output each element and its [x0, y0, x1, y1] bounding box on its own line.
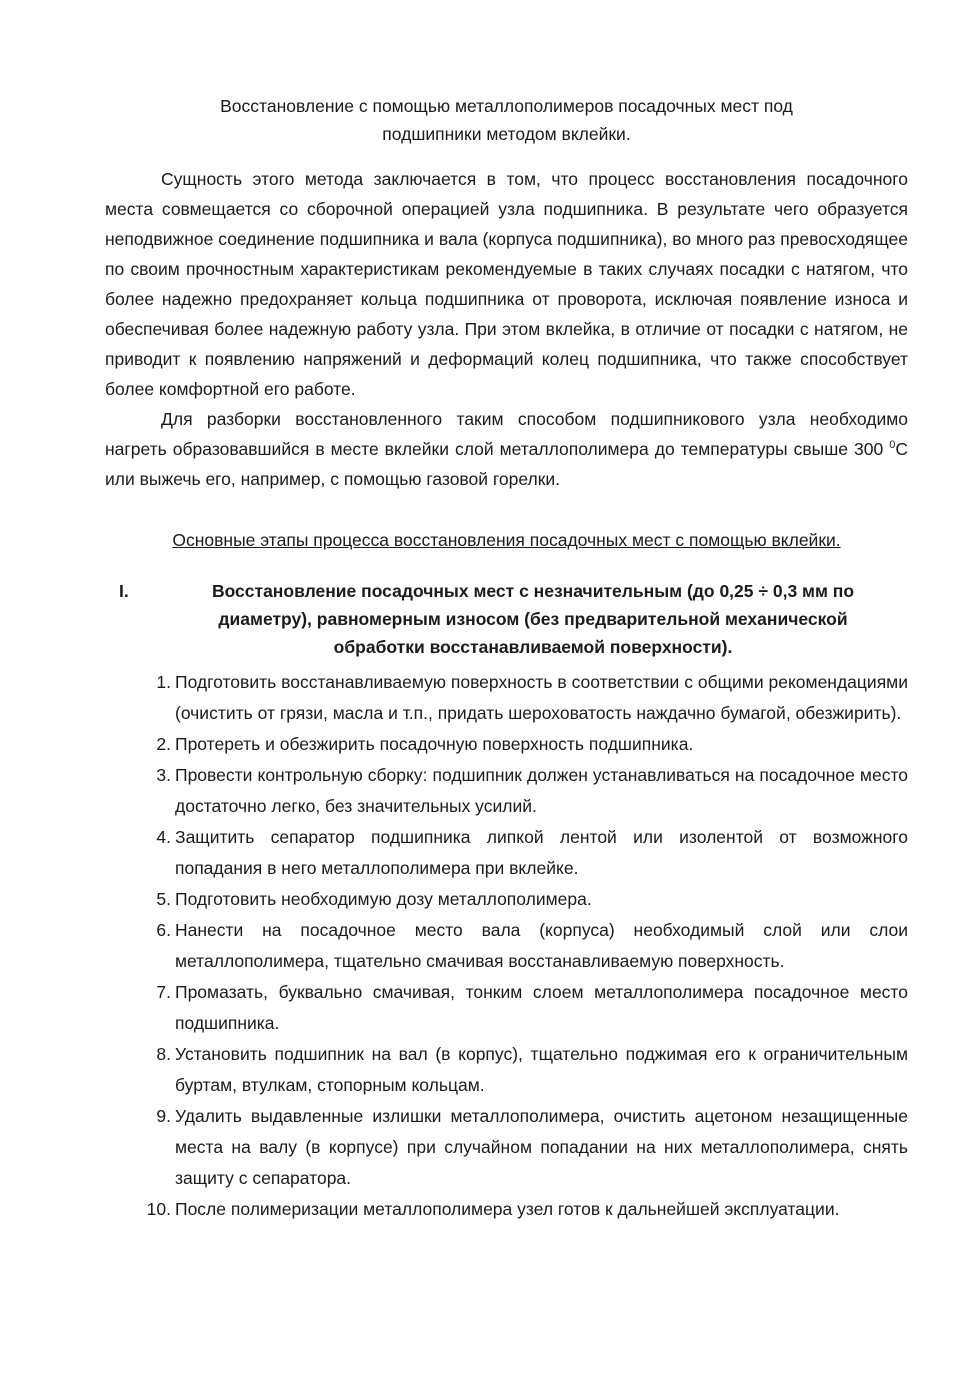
list-item-text: Защитить сепаратор подшипника липкой лентой или изолентой от возможного попадания в него металлополимера при вклейке.	[175, 827, 908, 878]
list-item-number: 5.	[156, 889, 171, 909]
list-item-number: 7.	[156, 982, 171, 1002]
document-content	[105, 92, 908, 1225]
list-item	[105, 884, 908, 915]
list-item	[105, 977, 908, 1039]
list-item-text: Подготовить восстанавливаемую поверхность в соответствии с общими рекомендациями (очистить от грязи, масла и т.п., придать шероховатость наждачно бумагой, обезжирить).	[175, 672, 908, 723]
list-item	[105, 1039, 908, 1101]
section-1-roman-numeral: I.	[119, 581, 129, 601]
list-item-text: Установить подшипник на вал (в корпус), тщательно поджимая его к ограничительным буртам, втулкам, стопорным кольцам.	[175, 1044, 908, 1095]
list-item-text: Провести контрольную сборку: подшипник должен устанавливаться на посадочное место достаточно легко, без значительных усилий.	[175, 765, 908, 816]
procedure-steps-list	[105, 667, 908, 1225]
stages-heading: Основные этапы процесса восстановления посадочных мест с помощью вклейки.	[172, 530, 841, 550]
list-item-number: 8.	[156, 1044, 171, 1064]
section-1-heading	[105, 577, 908, 661]
list-item-text: Подготовить необходимую дозу металлополимера.	[175, 889, 592, 909]
document-title-line-2: подшипники методом вклейки.	[382, 124, 631, 144]
list-item	[105, 822, 908, 884]
paragraph-disassembly	[105, 404, 908, 494]
list-item-number: 6.	[156, 920, 171, 940]
section-1-heading-text: Восстановление посадочных мест с незначительным (до 0,25 ÷ 0,3 мм по диаметру), равномерным износом (без предварительной механической обработки восстанавливаемой поверхности).	[211, 581, 855, 657]
list-item-text: Нанести на посадочное место вала (корпуса) необходимый слой или слои металлополимера, тщательно смачивая восстанавливаемую поверхность.	[175, 920, 908, 971]
list-item-number: 3.	[156, 765, 171, 785]
list-item-number: 2.	[156, 734, 171, 754]
list-item	[105, 729, 908, 760]
document-title-line-1: Восстановление с помощью металлополимеров посадочных мест под	[220, 96, 793, 116]
list-item	[105, 915, 908, 977]
list-item-text: Удалить выдавленные излишки металлополимера, очистить ацетоном незащищенные места на валу (в корпусе) при случайном попадании на них металлополимера, снять защиту с сепаратора.	[175, 1106, 908, 1188]
list-item-number: 10.	[146, 1199, 171, 1219]
list-item	[105, 667, 908, 729]
list-item	[105, 1194, 908, 1225]
list-item-number: 4.	[156, 827, 171, 847]
list-item-text: После полимеризации металлополимера узел готов к дальнейшей эксплуатации.	[175, 1199, 840, 1219]
paragraph-method-essence: Сущность этого метода заключается в том, что процесс восстановления посадочного места совмещается со сборочной операцией узла подшипника. В результате чего образуется неподвижное соединение подшипника и вала (корпуса подшипника), во много раз превосходящее по своим прочностным характеристикам рекомендуемые в таких случаях посадки с натягом, что более надежно предохраняет кольца подшипника от проворота, исключая появление износа и обеспечивая более надежную работу узла. При этом вклейка, в отличие от посадки с натягом, не приводит к появлению напряжений и деформаций колец подшипника, что также способствует более комфортной его работе.	[105, 169, 908, 399]
paragraph-disassembly-text-before-superscript: Для разборки восстановленного таким способом подшипникового узла необходимо нагреть образовавшийся в месте вклейки слой металлополимера до температуры свыше 300	[105, 409, 908, 459]
degree-superscript: 0	[889, 439, 896, 452]
list-item	[105, 760, 908, 822]
list-item-number: 9.	[156, 1106, 171, 1126]
list-item	[105, 1101, 908, 1194]
list-item-text: Промазать, буквально смачивая, тонким слоем металлополимера посадочное место подшипника.	[175, 982, 908, 1033]
paragraph-disassembly-text-after-superscript: С или выжечь его, например, с помощью газовой горелки.	[105, 439, 908, 489]
list-item-number: 1.	[156, 672, 171, 692]
list-item-text: Протереть и обезжирить посадочную поверхность подшипника.	[175, 734, 694, 754]
document-title	[105, 92, 908, 148]
